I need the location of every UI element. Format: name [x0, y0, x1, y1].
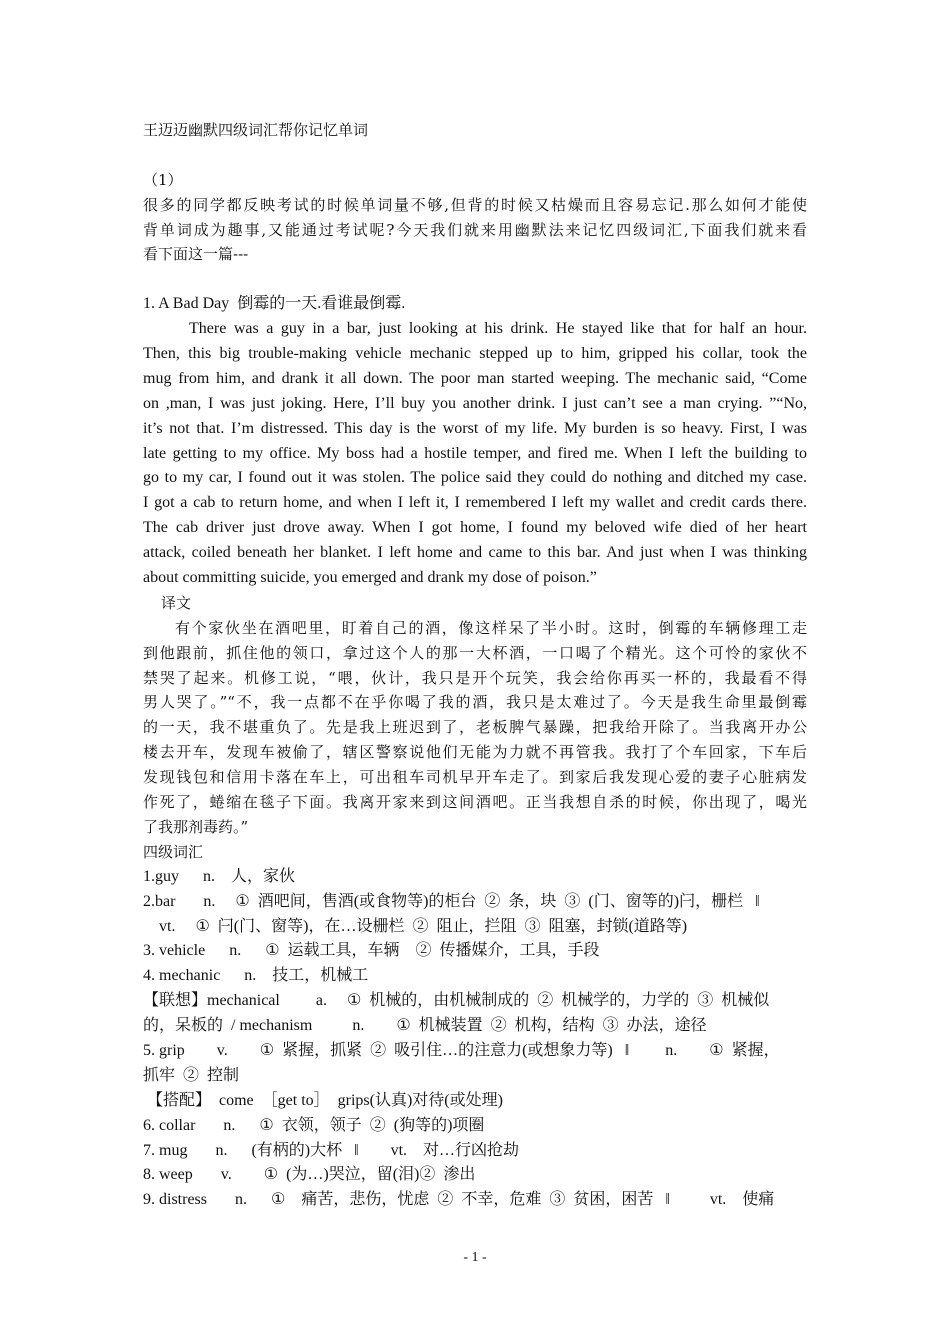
story-heading: 1. A Bad Day 倒霉的一天.看谁最倒霉. [143, 295, 406, 313]
story-en-line: it’s not that. I’m distressed. This day is the worst of my life. My burden is so heavy. First, I was [143, 419, 807, 437]
vocab-entry: 【搭配】 come ［get to］ grips(认真)对待(或处理) [143, 1091, 503, 1109]
story-en-line: attack, coiled beneath her blanket. I left home and came to this bar. And just when I was thinking [143, 544, 807, 562]
story-cn-line: 有个家伙坐在酒吧里，盯着自己的酒，像这样呆了半小时。这时，倒霉的车辆修理工走 [175, 618, 807, 637]
story-en-line: I got a cab to return home, and when I left it, I remembered I left my wallet and credit cards there. [143, 494, 807, 512]
translation-label: 译文 [161, 593, 192, 612]
story-cn-line: 的一天，我不堪重负了。先是我上班迟到了，老板脾气暴躁，把我给开除了。当我离开办公 [143, 718, 807, 737]
document-body [143, 118, 807, 1213]
intro-line: 背单词成为趣事,又能通过考试呢?今天我们就来用幽默法来记忆四级词汇,下面我们就来看 [143, 220, 807, 239]
intro-line: 很多的同学都反映考试的时候单词量不够,但背的时候又枯燥而且容易忘记.那么如何才能使 [143, 195, 807, 214]
section-number: （1） [143, 170, 183, 189]
vocab-heading: 四级词汇 [143, 842, 204, 861]
vocab-entry: 的，呆板的 / mechanism n. ① 机械装置 ② 机构，结构 ③ 办法，途径 [143, 1017, 707, 1035]
story-cn-line: 男人哭了。”“不，我一点都不在乎你喝了我的酒，我只是太难过了。今天是我生命里最倒霉 [143, 693, 807, 712]
story-cn-line: 作死了，蜷缩在毯子下面。我离开家来到这间酒吧。正当我想自杀的时候，你出现了，喝光 [143, 793, 807, 812]
vocab-entry: 抓牢 ② 控制 [143, 1066, 240, 1084]
vocab-entry: 2.bar n. ① 酒吧间，售酒(或食物等)的柜台 ② 条，块 ③ (门、窗等的)闩，栅栏 ‖ [143, 892, 760, 910]
story-en-line: Then, this big trouble-making vehicle mechanic stepped up to him, gripped his collar, took the [143, 345, 807, 363]
story-en-line: The cab driver just drove away. When I got home, I found my beloved wife died of her heart [143, 519, 807, 537]
document-title: 王迈迈幽默四级词汇帮你记忆单词 [143, 121, 369, 139]
story-en-line: There was a guy in a bar, just looking at his drink. He stayed like that for half an hour. [189, 320, 807, 338]
story-cn-line: 了我那剂毒药。” [143, 817, 249, 836]
spacer [143, 143, 807, 168]
vocab-entry: 1.guy n. 人，家伙 [143, 867, 296, 885]
story-cn-line: 到他跟前，抓住他的领口，拿过这个人的那一大杯酒，一口喝了个精光。这个可怜的家伙不 [143, 643, 807, 662]
page-number: - 1 - [463, 1250, 487, 1265]
vocab-entry: 7. mug n. (有柄的)大杯 ‖ vt. 对…行凶抢劫 [143, 1141, 520, 1159]
vocab-entry: vt. ① 闩(门、窗等)，在…设栅栏 ② 阻止，拦阻 ③ 阻塞，封锁(道路等) [143, 917, 688, 935]
story-en-line: about committing suicide, you emerged and drank my dose of poison.” [143, 569, 597, 587]
vocab-entry: 9. distress n. ① 痛苦，悲伤，忧虑 ② 不幸，危难 ③ 贫困，困苦 ‖ vt. 使痛 [143, 1191, 775, 1209]
spacer [143, 267, 807, 292]
vocab-entry: 5. grip v. ① 紧握，抓紧 ② 吸引住…的注意力(或想象力等) ‖ n. ① 紧握， [143, 1041, 780, 1059]
intro-line: 看下面这一篇--- [143, 245, 249, 264]
story-en-line: late getting to my office. My boss had a hostile temper, and fired me. When I left the building to [143, 444, 807, 462]
story-en-line: mug from him, and drank it all down. The poor man started weeping. The mechanic said, “Come [143, 369, 807, 387]
vocab-entry: 8. weep v. ① (为…)哭泣，留(泪)② 渗出 [143, 1166, 476, 1184]
story-cn-line: 禁哭了起来。机修工说，“喂，伙计，我只是开个玩笑，我会给你再买一杯的，我最看不得 [143, 668, 807, 687]
vocab-entry: 【联想】mechanical a. ① 机械的，由机械制成的 ② 机械学的，力学的 ③ 机械似 [143, 992, 770, 1010]
story-cn-line: 楼去开车，发现车被偷了，辖区警察说他们无能为力就不再管我。我打了个车回家，下车后 [143, 743, 807, 762]
story-en-line: on ,man, I was just joking. Here, I’ll buy you another drink. I just can’t see a man crying. ”“No, [143, 394, 807, 412]
vocab-entry: 4. mechanic n. 技工，机械工 [143, 967, 369, 985]
story-cn-line: 发现钱包和信用卡落在车上，可出租车司机早开车走了。到家后我发现心爱的妻子心脏病发 [143, 768, 807, 787]
vocab-entry: 6. collar n. ① 衣领，领子 ② (狗等的)项圈 [143, 1116, 485, 1134]
story-en-line: go to my car, I found out it was stolen. The police said they could do nothing and ditched my case. [143, 469, 807, 487]
vocab-entry: 3. vehicle n. ① 运载工具，车辆 ② 传播媒介，工具，手段 [143, 942, 600, 960]
